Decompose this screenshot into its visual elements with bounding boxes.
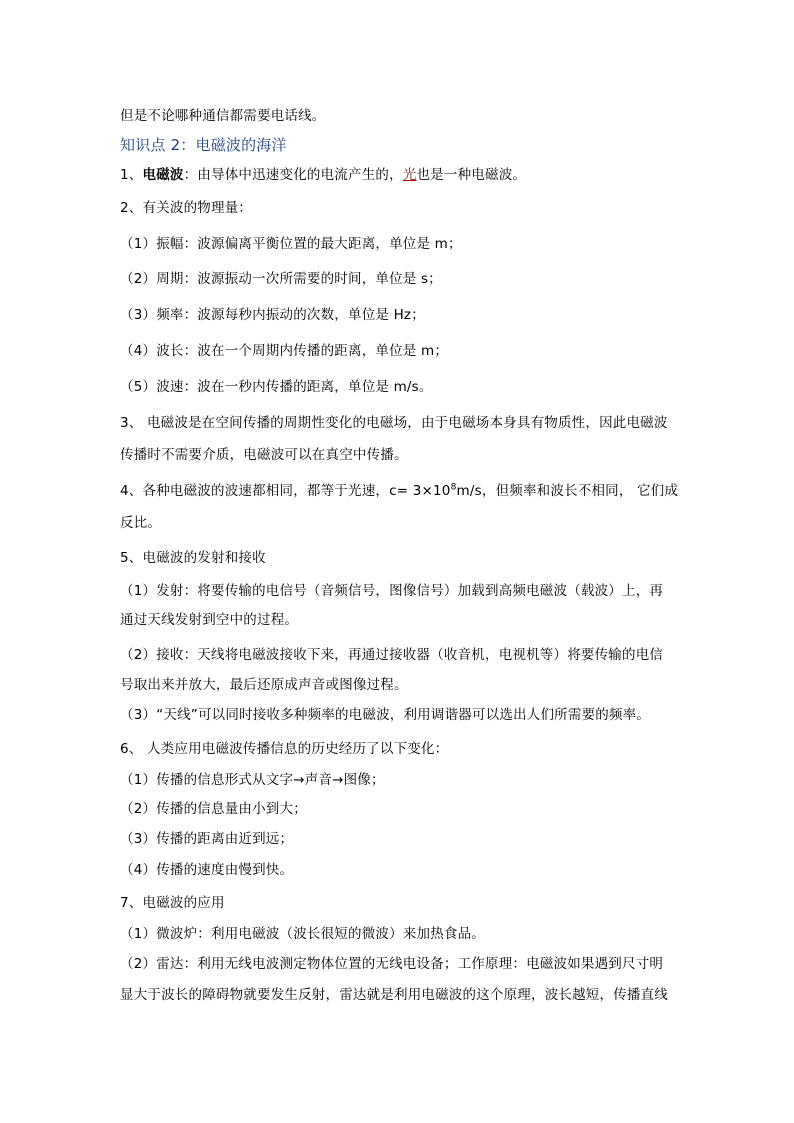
list-item: （2）传播的信息量由小到大； xyxy=(120,801,307,817)
paragraph-4-text-a: 4、各种电磁波的波速都相同，都等于光速，c= 3×10 xyxy=(120,483,451,499)
list-item: （1）传播的信息形式从文字→声音→图像； xyxy=(120,772,385,788)
list-item: （1）振幅：波源偏离平衡位置的最大距离，单位是 m； xyxy=(120,236,462,252)
paragraph-5-1-line-1: （1）发射：将要传输的电信号（音频信号，图像信号）加载到高频电磁波（载波）上，再 xyxy=(120,583,664,599)
paragraph-5-2-line-1: （2）接收：天线将电磁波接收下来，再通过接收器（收音机，电视机等）将要传输的电信 xyxy=(120,647,664,663)
paragraph-1-text: ：由导体中迅速变化的电流产生的， xyxy=(183,167,403,183)
paragraph-5: 5、电磁波的发射和接收 xyxy=(120,550,266,566)
paragraph-6: 6、 人类应用电磁波传播信息的历史经历了以下变化： xyxy=(120,741,449,757)
list-item: （2）周期：波源振动一次所需要的时间，单位是 s； xyxy=(120,271,442,287)
section-heading: 知识点 2：电磁波的海洋 xyxy=(120,136,287,154)
paragraph-5-1-line-2: 通过天线发射到空中的过程。 xyxy=(120,612,299,628)
paragraph-7: 7、电磁波的应用 xyxy=(120,895,225,911)
paragraph-1 xyxy=(120,166,526,184)
paragraph-4-exponent: 8 xyxy=(450,482,457,493)
list-item: （3）传播的距离由近到远； xyxy=(120,831,294,847)
paragraph-5-3: （3）“天线”可以同时接收多种频率的电磁波，利用调谐器可以选出人们所需要的频率。 xyxy=(120,707,651,723)
paragraph-1-term: 电磁波 xyxy=(142,167,184,183)
list-item: （4）传播的速度由慢到快。 xyxy=(120,862,294,878)
intro-line: 但是不论哪种通信都需要电话线。 xyxy=(120,108,326,124)
list-item: （4）波长：波在一个周期内传播的距离，单位是 m； xyxy=(120,343,449,359)
paragraph-1-number: 1、 xyxy=(120,167,143,183)
paragraph-7-1: （1）微波炉：利用电磁波（波长很短的微波）来加热食品。 xyxy=(120,926,485,942)
paragraph-4-line-2: 反比。 xyxy=(120,515,162,531)
paragraph-4-line-1 xyxy=(120,482,678,500)
list-item: （3）频率：波源每秒内振动的次数，单位是 Hz； xyxy=(120,307,425,323)
paragraph-2: 2、有关波的物理量： xyxy=(120,200,253,216)
paragraph-7-2-line-2: 显大于波长的障碍物就要发生反射，雷达就是利用电磁波的这个原理，波长越短，传播直线 xyxy=(120,987,668,1003)
paragraph-3-line-2: 传播时不需要介质，电磁波可以在真空中传播。 xyxy=(120,447,408,463)
paragraph-1-highlight: 光 xyxy=(402,167,417,183)
paragraph-1-tail: 也是一种电磁波。 xyxy=(416,167,527,183)
paragraph-3-line-1: 3、 电磁波是在空间传播的周期性变化的电磁场，由于电磁场本身具有物质性，因此电磁波 xyxy=(120,415,668,431)
paragraph-5-2-line-2: 号取出来并放大，最后还原成声音或图像过程。 xyxy=(120,677,408,693)
paragraph-7-2-line-1: （2）雷达：利用无线电波测定物体位置的无线电设备；工作原理：电磁波如果遇到尺寸明 xyxy=(120,956,664,972)
list-item: （5）波速：波在一秒内传播的距离，单位是 m/s。 xyxy=(120,379,433,395)
paragraph-4-text-b: m/s，但频率和波长不相同， 它们成 xyxy=(456,483,679,499)
